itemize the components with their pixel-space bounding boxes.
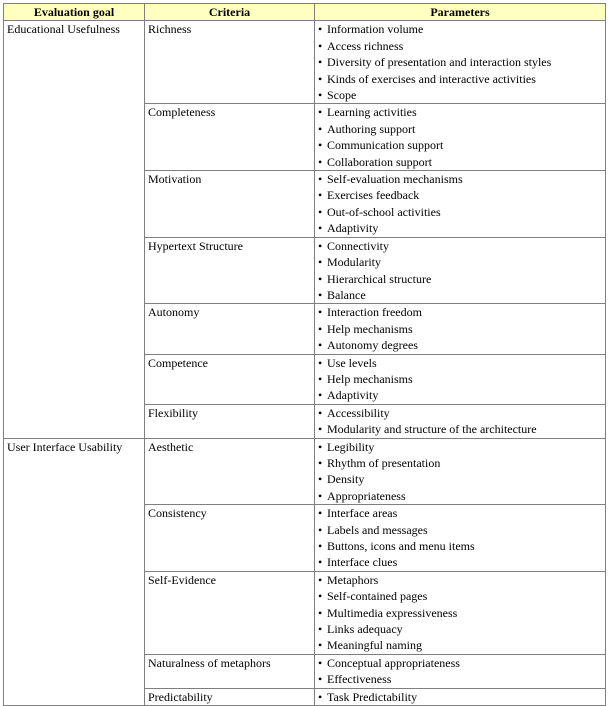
criteria-cell: Motivation [145,171,315,238]
parameter-item: • Effectiveness [318,671,605,687]
parameter-item: • Access richness [318,38,605,54]
parameter-item: • Rhythm of presentation [318,455,605,471]
parameters-list [318,238,605,304]
table-body [4,21,606,706]
parameter-item: • Legibility [318,439,605,455]
parameter-item: • Adaptivity [318,387,605,403]
parameters-list [318,505,605,571]
parameter-item: • Autonomy degrees [318,337,605,353]
parameter-item: • Adaptivity [318,220,605,236]
parameter-item: • Interface areas [318,505,605,521]
parameter-item: • Kinds of exercises and interactive activities [318,71,605,87]
parameters-cell [315,354,606,404]
parameters-list [318,171,605,237]
parameters-cell [315,654,606,688]
criteria-cell: Hypertext Structure [145,237,315,304]
parameter-item: • Density [318,471,605,487]
parameter-item: • Balance [318,287,605,303]
parameter-item: • Collaboration support [318,154,605,170]
parameter-item: • Buttons, icons and menu items [318,538,605,554]
evaluation-goal-cell: User Interface Usability [4,438,145,706]
parameter-item: • Exercises feedback [318,187,605,203]
criteria-cell: Naturalness of metaphors [145,654,315,688]
criteria-cell: Completeness [145,104,315,171]
parameter-item: • Scope [318,87,605,103]
table-row [4,21,606,104]
parameter-item: • Modularity and structure of the architecture [318,421,605,437]
parameter-item: • Use levels [318,355,605,371]
header-evaluation-goal: Evaluation goal [4,4,145,21]
parameters-cell [315,171,606,238]
parameter-item: • Help mechanisms [318,321,605,337]
parameter-item: • Connectivity [318,238,605,254]
parameters-list [318,104,605,170]
parameter-item: • Appropriateness [318,488,605,504]
parameter-item: • Links adequacy [318,621,605,637]
criteria-cell: Aesthetic [145,438,315,505]
parameters-cell [315,571,606,654]
parameters-cell [315,237,606,304]
parameter-item: • Self-evaluation mechanisms [318,171,605,187]
parameters-list [318,21,605,103]
parameter-item: • Labels and messages [318,522,605,538]
parameter-item: • Meaningful naming [318,637,605,653]
table-row [4,438,606,505]
parameters-list [318,655,605,688]
parameter-item: • Diversity of presentation and interaction styles [318,54,605,70]
parameters-list [318,304,605,353]
parameter-item: • Self-contained pages [318,588,605,604]
parameter-item: • Communication support [318,137,605,153]
criteria-cell: Richness [145,21,315,104]
parameter-item: • Help mechanisms [318,371,605,387]
parameter-item: • Authoring support [318,121,605,137]
parameter-item: • Multimedia expressiveness [318,605,605,621]
header-criteria: Criteria [145,4,315,21]
parameter-item: • Metaphors [318,572,605,588]
criteria-cell: Predictability [145,688,315,705]
parameter-item: • Accessibility [318,405,605,421]
parameters-cell [315,438,606,505]
parameters-list [318,355,605,404]
header-row [4,4,606,21]
parameters-cell [315,21,606,104]
parameter-item: • Information volume [318,21,605,37]
criteria-cell: Self-Evidence [145,571,315,654]
parameter-item: • Task Predictability [318,689,605,705]
parameters-list [318,572,605,654]
parameters-cell [315,304,606,354]
parameter-item: • Interaction freedom [318,304,605,320]
parameters-list [318,439,605,505]
parameters-cell [315,404,606,438]
criteria-cell: Consistency [145,505,315,572]
parameter-item: • Hierarchical structure [318,271,605,287]
criteria-cell: Autonomy [145,304,315,354]
criteria-cell: Flexibility [145,404,315,438]
header-parameters: Parameters [315,4,606,21]
parameter-item: • Modularity [318,254,605,270]
evaluation-goal-cell: Educational Usefulness [4,21,145,438]
evaluation-table [3,3,606,706]
parameter-item: • Conceptual appropriateness [318,655,605,671]
criteria-cell: Competence [145,354,315,404]
parameter-item: • Interface clues [318,554,605,570]
parameters-cell [315,505,606,572]
parameter-item: • Learning activities [318,104,605,120]
parameters-cell [315,104,606,171]
parameters-list [318,405,605,438]
parameter-item: • Out-of-school activities [318,204,605,220]
